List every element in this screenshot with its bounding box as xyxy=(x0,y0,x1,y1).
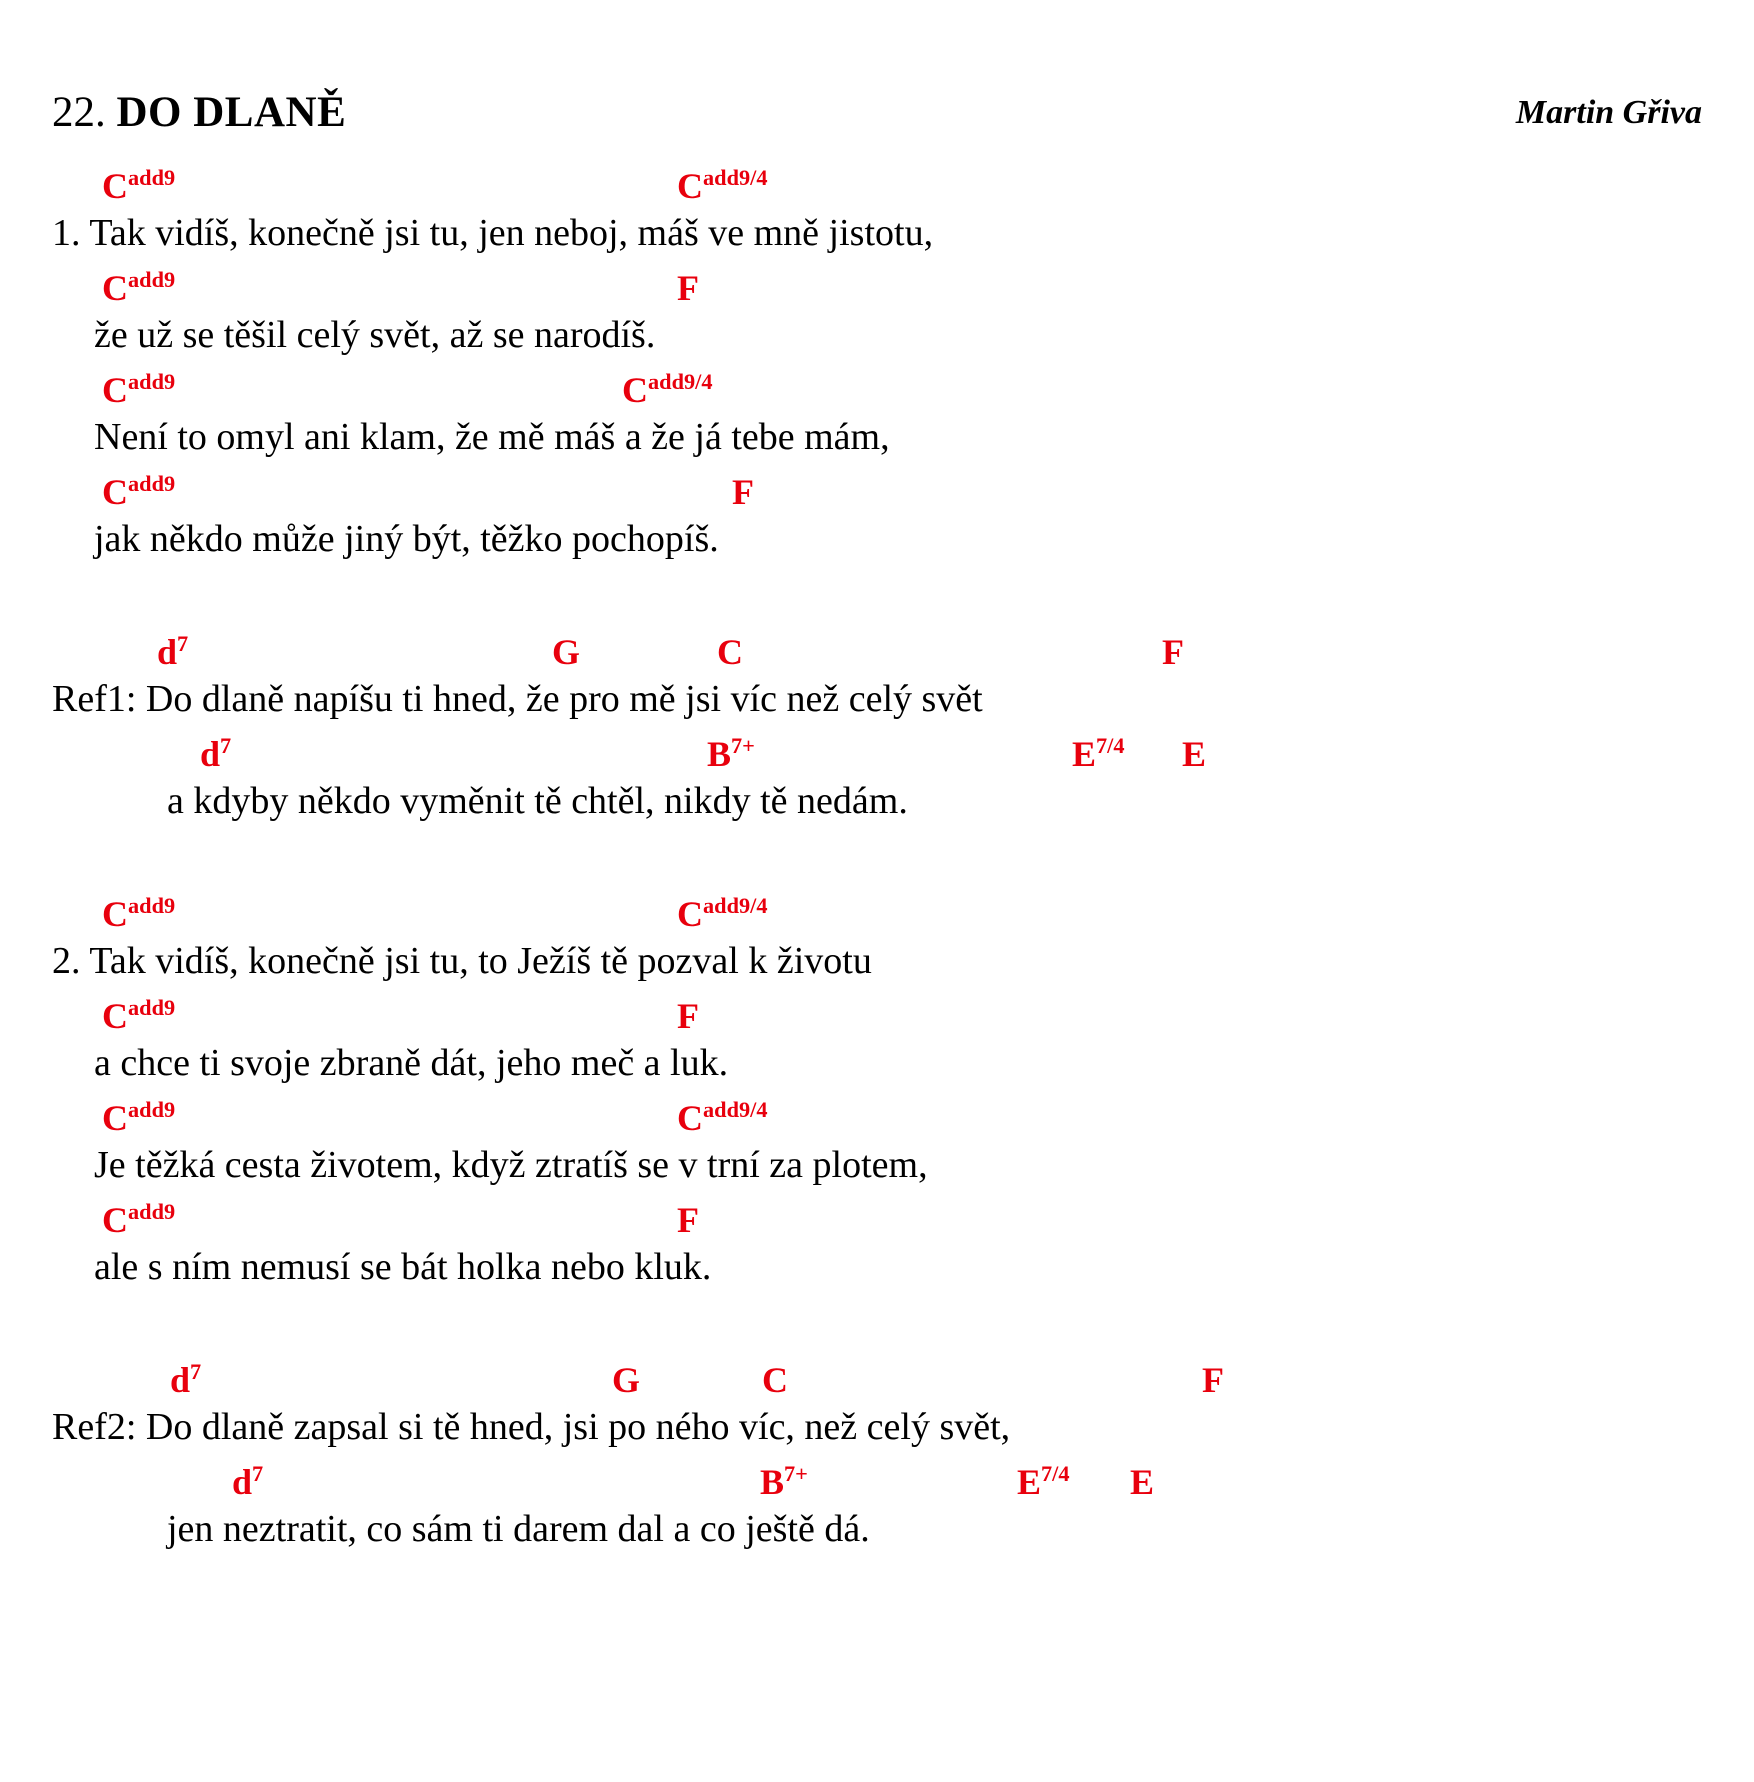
chord-C-add9: $C^{add9}$ xyxy=(102,267,176,308)
chord-row xyxy=(52,466,1714,510)
song-author: Martin Gřiva xyxy=(1515,94,1702,131)
chord-F: F xyxy=(677,1200,699,1240)
song-line xyxy=(52,1456,1714,1558)
chord-C-add9: $C^{add9}$ xyxy=(102,1097,176,1138)
chord-row xyxy=(52,1354,1714,1398)
lyric-text: 1. Tak vidíš, konečně jsi tu, jen neboj, máš ve mně jistotu, xyxy=(52,212,934,254)
song-number: 22. xyxy=(52,89,106,136)
chord-E-74: $E^{7/4}$ xyxy=(1072,733,1125,774)
stanza-gap xyxy=(52,1296,1714,1354)
stanza-gap xyxy=(52,830,1714,888)
chord-row xyxy=(52,1194,1714,1238)
chord-suffix: 7 xyxy=(252,1461,264,1486)
lyric-row xyxy=(52,1238,1714,1296)
page-header xyxy=(52,88,1702,144)
chord-row xyxy=(52,888,1714,932)
chord-row xyxy=(52,262,1714,306)
chord-d-7: $d^7$ xyxy=(232,1461,264,1502)
chord-suffix: 7+ xyxy=(784,1461,808,1486)
song-line xyxy=(52,466,1714,568)
chord-suffix: add9 xyxy=(128,893,176,918)
lyric-text: jen neztratit, co sám ti darem dal a co ještě dá. xyxy=(167,1508,870,1550)
chord-suffix: add9 xyxy=(128,1199,176,1224)
song-title: DO DLANĚ xyxy=(116,89,347,136)
song-line xyxy=(52,1194,1714,1296)
song-line xyxy=(52,990,1714,1092)
chord-row xyxy=(52,626,1714,670)
chord-C-add9: $C^{add9}$ xyxy=(102,471,176,512)
lyric-row xyxy=(52,772,1714,830)
chord-suffix: add9 xyxy=(128,995,176,1020)
song-line xyxy=(52,1354,1714,1456)
chord-F: F xyxy=(677,268,699,308)
lyric-text: Je těžká cesta životem, když ztratíš se v trní za plotem, xyxy=(94,1144,928,1186)
chord-row xyxy=(52,1092,1714,1136)
lyric-text: že už se těšil celý svět, až se narodíš. xyxy=(94,314,656,356)
chord-E-74: $E^{7/4}$ xyxy=(1017,1461,1070,1502)
chord-suffix: 7 xyxy=(190,1359,202,1384)
chord-C-add94: $C^{add9/4}$ xyxy=(677,893,768,934)
chord-suffix: add9/4 xyxy=(703,893,768,918)
chord-suffix: add9/4 xyxy=(703,165,768,190)
chord-C-add9: $C^{add9}$ xyxy=(102,893,176,934)
chord-row xyxy=(52,1456,1714,1500)
chord-suffix: 7 xyxy=(177,631,189,656)
chord-suffix: 7+ xyxy=(731,733,755,758)
lyric-row xyxy=(52,510,1714,568)
lyric-text: a kdyby někdo vyměnit tě chtěl, nikdy tě nedám. xyxy=(167,780,908,822)
chord-row xyxy=(52,160,1714,204)
song-line xyxy=(52,262,1714,364)
chord-C: C xyxy=(762,1360,788,1400)
lyric-row xyxy=(52,1398,1714,1456)
chord-d-7: $d^7$ xyxy=(200,733,232,774)
chord-B-7: $B^{7+}$ xyxy=(707,733,755,774)
song-line xyxy=(52,888,1714,990)
chord-C-add94: $C^{add9/4}$ xyxy=(677,1097,768,1138)
chord-row xyxy=(52,364,1714,408)
chord-suffix: add9 xyxy=(128,369,176,394)
lyric-text: a chce ti svoje zbraně dát, jeho meč a luk. xyxy=(94,1042,729,1084)
song-line xyxy=(52,1092,1714,1194)
lyric-row xyxy=(52,204,1714,262)
chord-F: F xyxy=(677,996,699,1036)
lyric-row xyxy=(52,932,1714,990)
song-line xyxy=(52,364,1714,466)
chord-suffix: 7/4 xyxy=(1096,733,1125,758)
lyric-text: ale s ním nemusí se bát holka nebo kluk. xyxy=(94,1246,712,1288)
lyric-text: Ref1: Do dlaně napíšu ti hned, že pro mě jsi víc než celý svět xyxy=(52,678,983,720)
song-line xyxy=(52,626,1714,728)
chord-G: G xyxy=(552,632,581,672)
verse-1 xyxy=(52,160,1714,568)
lyric-text: Ref2: Do dlaně zapsal si tě hned, jsi po ného víc, než celý svět, xyxy=(52,1406,1011,1448)
chord-C-add94: $C^{add9/4}$ xyxy=(622,369,713,410)
stanza-gap xyxy=(52,568,1714,626)
lyric-text: Není to omyl ani klam, že mě máš a že já tebe mám, xyxy=(94,416,890,458)
chord-suffix: add9/4 xyxy=(703,1097,768,1122)
lyric-row xyxy=(52,1136,1714,1194)
lyric-row xyxy=(52,306,1714,364)
chord-C-add9: $C^{add9}$ xyxy=(102,165,176,206)
verse-2 xyxy=(52,888,1714,1296)
chord-C-add9: $C^{add9}$ xyxy=(102,1199,176,1240)
refrain-1 xyxy=(52,626,1714,830)
chord-row xyxy=(52,990,1714,1034)
refrain-2 xyxy=(52,1354,1714,1558)
chord-C-add9: $C^{add9}$ xyxy=(102,995,176,1036)
chord-suffix: add9 xyxy=(128,165,176,190)
chord-B-7: $B^{7+}$ xyxy=(760,1461,808,1502)
chord-d-7: $d^7$ xyxy=(157,631,189,672)
chord-C: C xyxy=(717,632,743,672)
lyric-row xyxy=(52,1034,1714,1092)
lyric-row xyxy=(52,670,1714,728)
chord-F: F xyxy=(1202,1360,1224,1400)
lyric-text: jak někdo může jiný být, těžko pochopíš. xyxy=(94,518,719,560)
song-line xyxy=(52,728,1714,830)
chord-C-add94: $C^{add9/4}$ xyxy=(677,165,768,206)
chord-E: E xyxy=(1182,734,1207,774)
chord-suffix: 7/4 xyxy=(1041,1461,1070,1486)
song-body xyxy=(52,160,1714,1558)
chord-suffix: 7 xyxy=(220,733,232,758)
chord-d-7: $d^7$ xyxy=(170,1359,202,1400)
lyric-row xyxy=(52,1500,1714,1558)
chord-suffix: add9/4 xyxy=(648,369,713,394)
chord-row xyxy=(52,728,1714,772)
chord-suffix: add9 xyxy=(128,267,176,292)
chord-G: G xyxy=(612,1360,641,1400)
chord-suffix: add9 xyxy=(128,1097,176,1122)
chord-E: E xyxy=(1130,1462,1155,1502)
chord-F: F xyxy=(732,472,754,512)
page-title xyxy=(52,88,346,137)
chord-C-add9: $C^{add9}$ xyxy=(102,369,176,410)
lyric-text: 2. Tak vidíš, konečně jsi tu, to Ježíš tě pozval k životu xyxy=(52,940,872,982)
lyric-row xyxy=(52,408,1714,466)
song-line xyxy=(52,160,1714,262)
chord-suffix: add9 xyxy=(128,471,176,496)
chord-F: F xyxy=(1162,632,1184,672)
